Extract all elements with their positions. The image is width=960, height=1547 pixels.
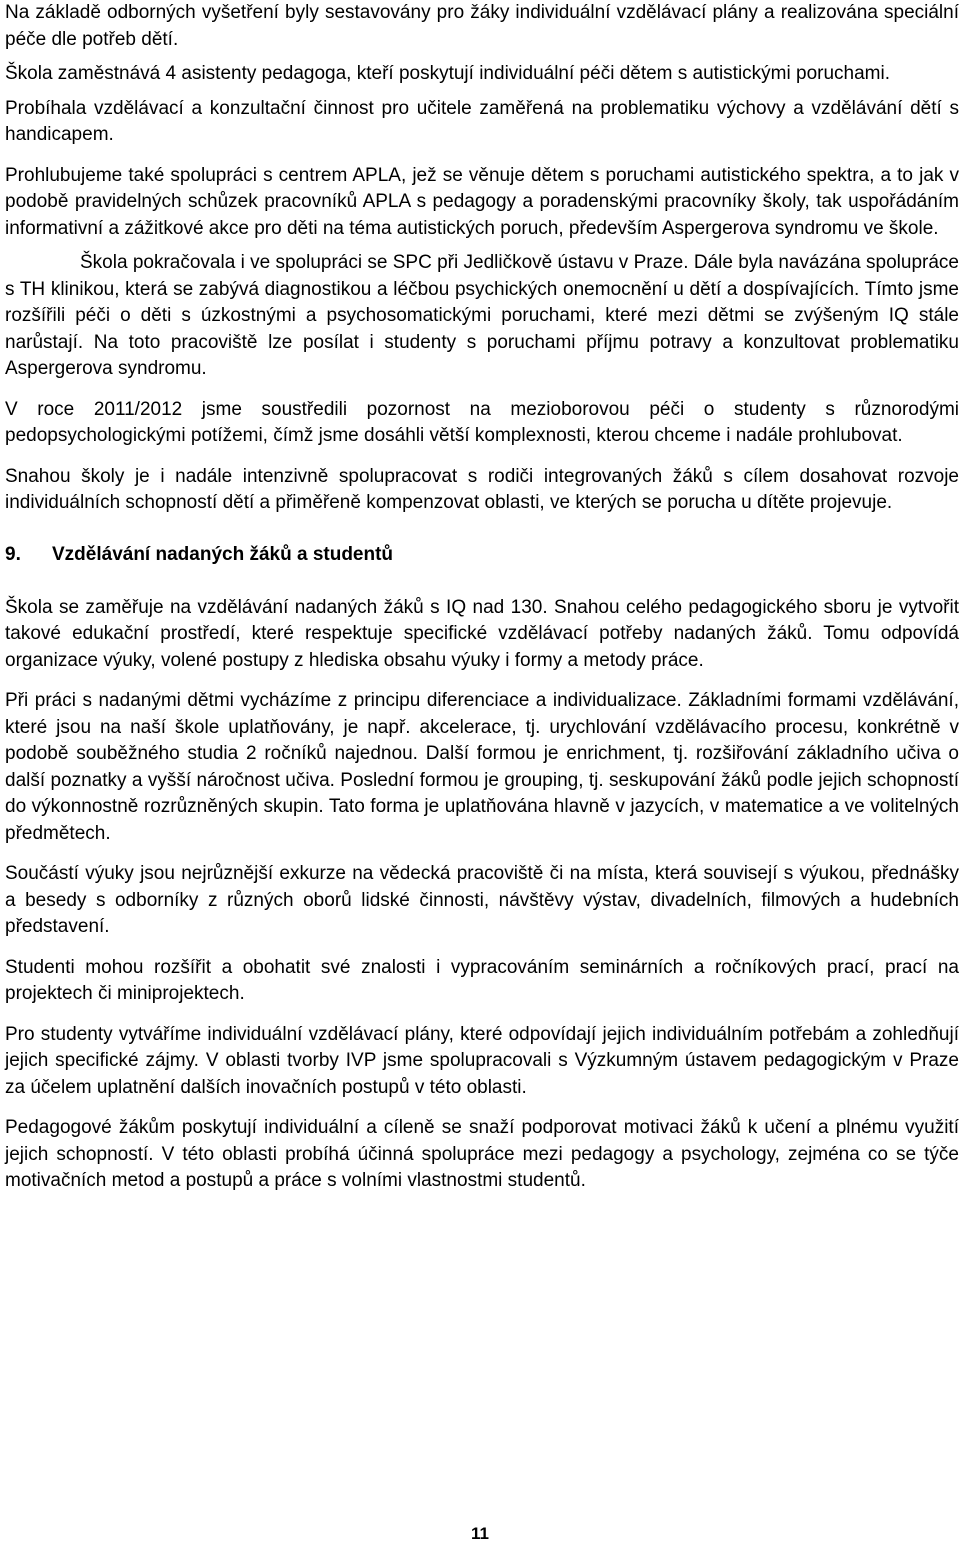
paragraph-assistants: Škola zaměstnává 4 asistenty pedagoga, kteří poskytují individuální péči dětem s autistickými poruchami. [5,63,891,84]
paragraph-excursions: Součástí výuky jsou nejrůznější exkurze na vědecká pracoviště či na místa, která souvisejí s výukou, přednášky a besedy s odborníky z různých oborů lidské činnosti, návštěvy výstav, divadelních, filmových a hudebních představení. [5,863,959,937]
section-title: Vzdělávání nadaných žáků a studentů [52,543,394,565]
document-page [5,0,959,1195]
paragraph-apla: Prohlubujeme také spolupráci s centrem APLA, jež se věnuje dětem s poruchami autistického spektra, a to jak v podobě pravidelných schůzek pracovníků APLA s pedagogy a poradenskými pracovníky školy, tak uspořádáním informativní a zážitkové akce pro děti na téma autistických poruch, především Aspergerova syndromu ve škole. [5,164,959,239]
paragraph-individual-plans: Pro studenty vytváříme individuální vzdělávací plány, které odpovídají jejich individuálním potřebám a zohledňují jejich specifické zájmy. V oblasti tvorby IVP jsme spolupracovali s Výzkumným ústavem pedagogickým v Praze za účelem uplatnění dalších inovačních postupů v této oblasti. [5,1023,959,1098]
paragraph-gifted-focus: Škola se zaměřuje na vzdělávání nadaných žáků s IQ nad 130. Snahou celého pedagogického sboru je vytvořit takové edukační prostředí, které respektuje specifické vzdělávací potřeby nadaných žáků. Tomu odpovídá organizace výuky, volené postupy z hlediska obsahu výuky i formy a metody práce. [5,596,959,671]
paragraph-ivp: Na základě odborných vyšetření byly sestavovány pro žáky individuální vzdělávací plány a realizována speciální péče dle potřeb dětí. [5,2,959,50]
section-heading [5,542,959,568]
paragraph-parents: Snahou školy je i nadále intenzivně spolupracovat s rodiči integrovaných žáků s cílem dosahovat rozvoje individuálních schopností dětí a přiměřeně kompenzovat oblasti, ve kterých se porucha u dítěte projevuje. [5,465,959,513]
paragraph-consultation: Probíhala vzdělávací a konzultační činnost pro učitele zaměřená na problematiku výchovy a vzdělávání dětí s handicapem. [5,97,959,145]
paragraph-motivation: Pedagogové žákům poskytují individuální a cíleně se snaží podporovat motivaci žáků k učení a plnému využití jejich schopností. V této oblasti probíhá účinná spolupráce mezi pedagogy a psychology, zejména co se týče motivačních metod a postupů a práce s volními vlastnostmi studentů. [5,1117,959,1191]
paragraph-seminars: Studenti mohou rozšířit a obohatit své znalosti i vypracováním seminárních a ročníkových prací, prací na projektech či miniprojektech. [5,956,959,1004]
section-number: 9. [5,543,21,565]
paragraph-differentiation: Při práci s nadanými dětmi vycházíme z principu diferenciace a individualizace. Základními formami vzdělávání, které jsou na naší škole uplatňovány, je např. akcelerace, tj. urychlování vzdělávacího procesu, konkrétně v podobě souběžného studia 2 ročníků najednou. Další formou je enrichment, tj. rozšiřování základního učiva o další poznatky a vyšší náročnost učiva. Poslední formou je grouping, tj. seskupování žáků podle jejich schopností do výkonnostně rozrůzněných skupin. Tato forma je uplatňována hlavně v jazycích, v matematice a ve volitelných předmětech. [5,690,959,844]
paragraph-interdisciplinary: V roce 2011/2012 jsme soustředili pozornost na mezioborovou péči o studenty s různorodými pedopsychologickými potížemi, čímž jsme dosáhli větší komplexnosti, kterou chceme i nadále prohlubovat. [5,398,959,446]
page-number: 11 [471,1524,489,1543]
paragraph-spc: Škola pokračovala i ve spolupráci se SPC při Jedličkově ústavu v Praze. Dále byla navázána spolupráce s TH klinikou, která se zabývá diagnostikou a léčbou psychických onemocnění u dětí a dospívajících. Tímto jsme rozšířili péči o děti s úzkostnými a psychosomatickými poruchami, které mezi dětmi se zvýšeným IQ stále narůstají. Na toto pracoviště lze posílat i studenty s poruchami příjmu potravy a konzultovat problematiku Aspergerova syndromu. [5,252,959,379]
